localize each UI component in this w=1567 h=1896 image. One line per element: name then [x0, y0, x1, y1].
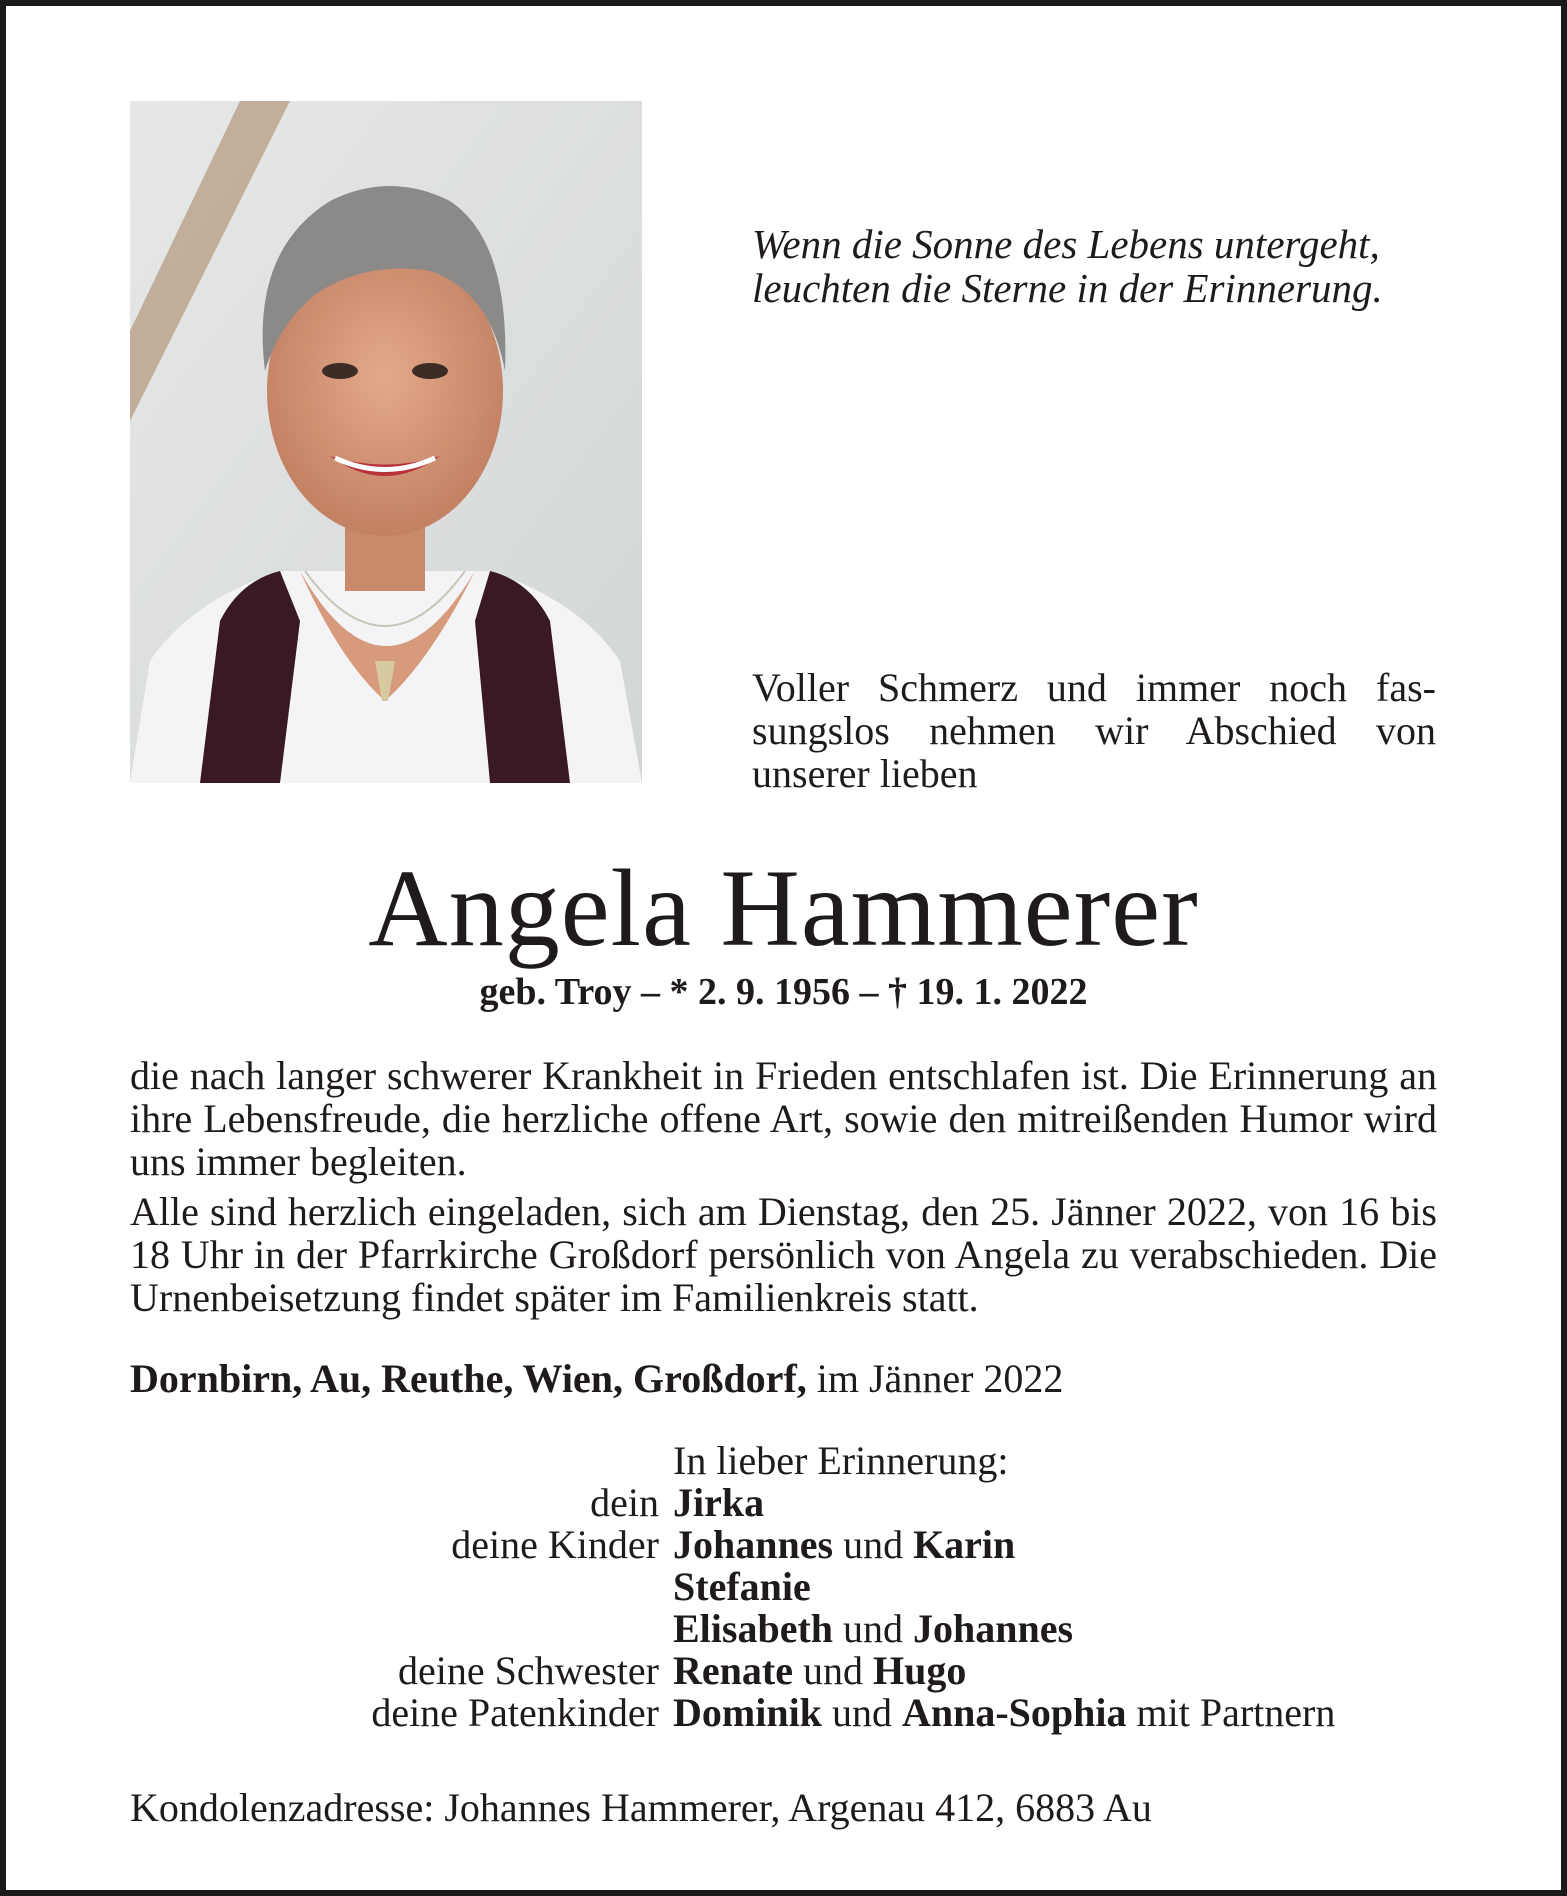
paragraph-1: die nach langer schwerer Krankheit in Frieden entschlafen ist. Die Erinnerung an ihre Lebensfreude, die herzliche offene Art, sowie den mitreißenden Humor wird uns immer begleiten.	[130, 1053, 1437, 1184]
conjunction: und	[843, 1522, 904, 1567]
portrait-photo	[130, 101, 642, 783]
mourner-relation: deine Schwester	[397, 1648, 659, 1693]
motto-line-1: Wenn die Sonne des Lebens untergeht,	[752, 221, 1380, 267]
mourner-relation: dein	[590, 1480, 659, 1525]
life-dates: geb. Troy – * 2. 9. 1956 – † 19. 1. 2022	[479, 971, 1088, 1013]
mourner-name: Stefanie	[673, 1564, 811, 1609]
mourners-heading: In lieber Erinnerung:	[673, 1438, 1009, 1483]
mourner-row	[260, 1524, 1460, 1566]
mourner-name: Elisabeth	[673, 1606, 834, 1651]
mourner-relation: deine Patenkinder	[371, 1690, 659, 1735]
mourner-row	[260, 1608, 1460, 1650]
mourner-name: Johannes	[673, 1522, 834, 1567]
motto-quote	[752, 222, 1472, 310]
mourner-name: Renate	[673, 1648, 793, 1693]
mourners-list	[260, 1440, 1460, 1734]
places-locations: Dornbirn, Au, Reuthe, Wien, Großdorf,	[130, 1356, 807, 1401]
mourner-name: Hugo	[872, 1648, 967, 1693]
places-line	[130, 1357, 1437, 1401]
intro-text: Voller Schmerz und immer noch fassungslos nehmen wir Abschied von unserer lieben	[752, 665, 1436, 796]
mourner-row	[260, 1482, 1460, 1524]
mourner-name: Karin	[913, 1522, 1016, 1567]
mourner-relation: deine Kinder	[451, 1522, 659, 1567]
motto-line-2: leuchten die Sterne in der Erinnerung.	[752, 265, 1383, 311]
deceased-name: Angela Hammerer	[368, 847, 1199, 969]
mourner-name: Jirka	[673, 1480, 765, 1525]
mourner-row	[260, 1566, 1460, 1608]
conjunction: und	[802, 1648, 863, 1693]
mourner-row	[260, 1650, 1460, 1692]
condolence-address: Kondolenzadresse: Johannes Hammerer, Argenau 412, 6883 Au	[130, 1785, 1152, 1830]
mourner-name: Dominik	[673, 1690, 822, 1735]
mourner-name: Johannes	[913, 1606, 1074, 1651]
mourner-name: Anna-Sophia	[901, 1690, 1127, 1735]
places-date: im Jänner 2022	[806, 1356, 1064, 1401]
paragraph-2: Alle sind herzlich eingeladen, sich am Dienstag, den 25. Jänner 2022, von 16 bis 18 Uhr in der Pfarrkirche Großdorf persönlich von Angela zu verabschieden. Die Urnenbeisetzung findet später im Familienkreis statt.	[130, 1189, 1437, 1320]
conjunction: und	[831, 1690, 892, 1735]
mourner-suffix: mit Partnern	[1136, 1690, 1336, 1735]
conjunction: und	[843, 1606, 904, 1651]
mourners-heading-row	[260, 1440, 1460, 1482]
mourner-row	[260, 1692, 1460, 1734]
